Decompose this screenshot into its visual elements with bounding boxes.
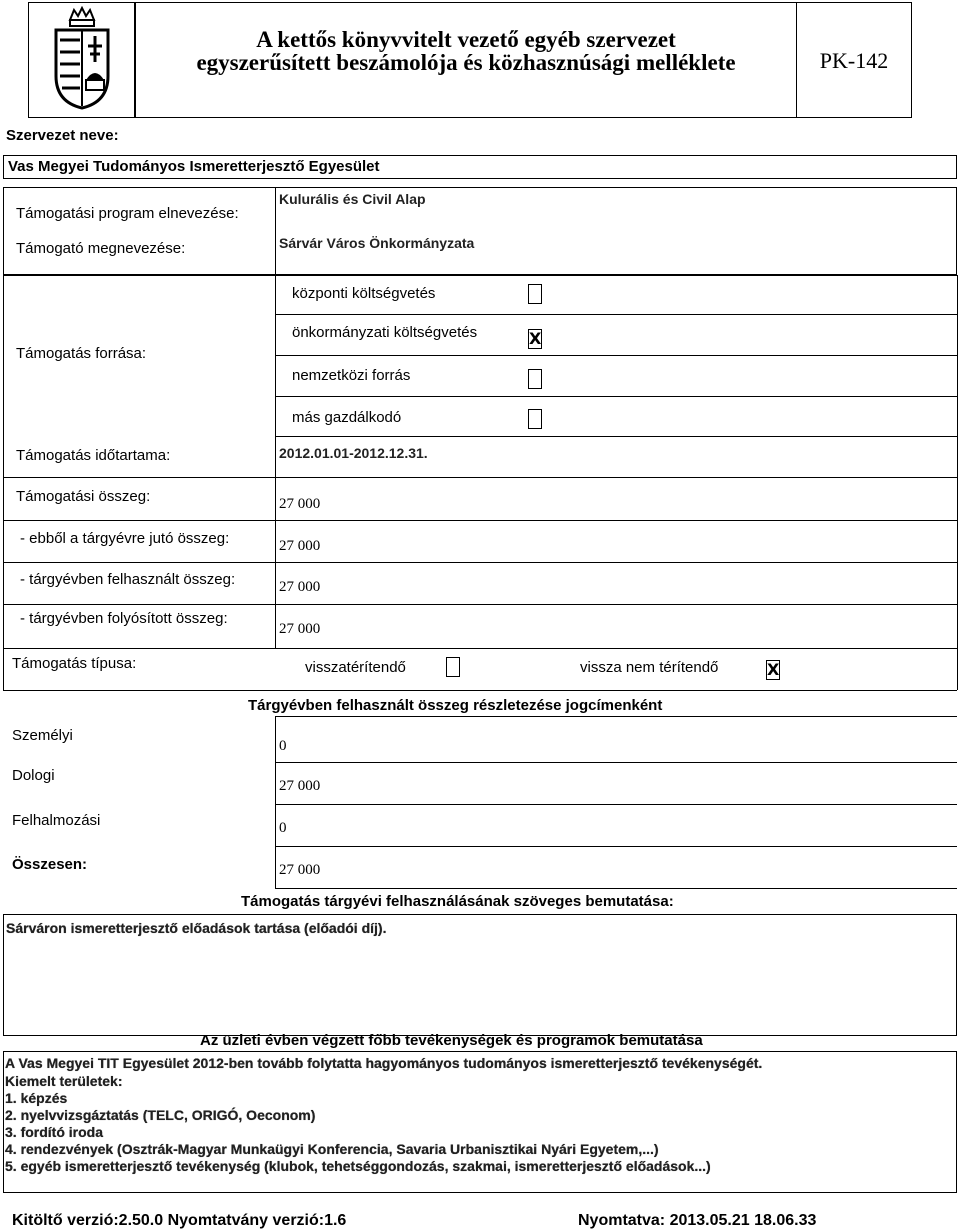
source-checkbox-international[interactable]	[528, 369, 542, 389]
duration-label: Támogatás időtartama:	[16, 447, 171, 464]
support-type-label: Támogatás típusa:	[12, 655, 137, 672]
activities-line: 5. egyéb ismeretterjesztő tevékenység (klubok, tehetséggondozás, szakmai, ismeretterjesztő előadások...)	[5, 1158, 711, 1174]
source-checkbox-other-business[interactable]	[528, 409, 542, 429]
duration-value: 2012.01.01-2012.12.31.	[279, 445, 428, 461]
activities-line: 1. képzés	[5, 1090, 68, 1106]
type-refundable-label: visszatérítendő	[305, 659, 406, 676]
source-checkbox-municipal[interactable]: X	[529, 329, 542, 348]
type-nonrefundable-checkbox[interactable]: X	[767, 660, 780, 679]
activities-line: Kiemelt területek:	[5, 1073, 123, 1089]
breakdown-row-value: 27 000	[279, 778, 321, 794]
org-name-value: Vas Megyei Tudományos Ismeretterjesztő Egyesület	[8, 158, 380, 175]
breakdown-total-value: 27 000	[279, 862, 321, 878]
breakdown-row-label: Felhalmozási	[12, 812, 101, 829]
breakdown-row-value: 0	[279, 738, 287, 754]
source-option-label: nemzetközi forrás	[292, 367, 411, 384]
activities-heading: Az üzleti évben végzett főbb tevékenységek és programok bemutatása	[200, 1032, 703, 1049]
activities-line: A Vas Megyei TIT Egyesület 2012-ben tovább folytatta hagyományos tudományos ismeretterjesztő tevékenységét.	[5, 1055, 763, 1071]
source-option-label: központi költségvetés	[292, 285, 436, 302]
type-nonrefundable-label: vissza nem térítendő	[580, 659, 719, 676]
source-option-label: önkormányzati költségvetés	[292, 324, 478, 341]
footer-version: Kitöltő verzió:2.50.0 Nyomtatvány verzió:1.6	[12, 1212, 347, 1229]
footer-printed: Nyomtatva: 2013.05.21 18.06.33	[578, 1212, 817, 1229]
breakdown-row-label: Dologi	[12, 767, 55, 784]
type-refundable-checkbox[interactable]	[446, 657, 460, 677]
coat-of-arms-icon	[50, 6, 114, 110]
funding-source-label: Támogatás forrása:	[16, 345, 147, 362]
amount-value: 27 000	[279, 496, 321, 512]
page-title-line2: egyszerűsített beszámolója és közhasznúsági melléklete	[196, 50, 736, 75]
form-code: PK-142	[819, 48, 889, 73]
source-option-label: más gazdálkodó	[292, 409, 402, 426]
program-name-label: Támogatási program elnevezése:	[16, 205, 239, 222]
amount-value: 27 000	[279, 621, 321, 637]
usage-heading: Támogatás tárgyévi felhasználásának szöveges bemutatása:	[241, 893, 674, 910]
activities-line: 3. fordító iroda	[5, 1124, 103, 1140]
amount-value: 27 000	[279, 538, 321, 554]
org-name-label: Szervezet neve:	[6, 127, 119, 144]
amount-label: - tárgyévben felhasznált összeg:	[20, 571, 236, 588]
usage-text: Sárváron ismeretterjesztő előadások tartása (előadói díj).	[6, 920, 387, 936]
breakdown-total-label: Összesen:	[12, 856, 88, 873]
program-name-value: Kulurális és Civil Alap	[279, 191, 426, 207]
page-title-line1: A kettős könyvvitelt vezető egyéb szervezet	[256, 27, 676, 52]
supporter-name-value: Sárvár Város Önkormányzata	[279, 235, 475, 251]
breakdown-heading: Tárgyévben felhasznált összeg részletezése jogcímenként	[248, 697, 663, 714]
supporter-name-label: Támogató megnevezése:	[16, 240, 186, 257]
breakdown-row-label: Személyi	[12, 727, 73, 744]
amount-label: - ebből a tárgyévre jutó összeg:	[20, 530, 230, 547]
activities-line: 2. nyelvvizsgáztatás (TELC, ORIGÓ, Oeconom)	[5, 1107, 316, 1123]
amount-label: - tárgyévben folyósított összeg:	[20, 610, 228, 627]
amount-value: 27 000	[279, 579, 321, 595]
program-section	[3, 187, 957, 275]
source-checkbox-central[interactable]	[528, 284, 542, 304]
activities-line: 4. rendezvények (Osztrák-Magyar Munkaügyi Konferencia, Savaria Urbanisztikai Nyári Egyetem,...)	[5, 1141, 659, 1157]
amount-label: Támogatási összeg:	[16, 488, 151, 505]
breakdown-row-value: 0	[279, 820, 287, 836]
